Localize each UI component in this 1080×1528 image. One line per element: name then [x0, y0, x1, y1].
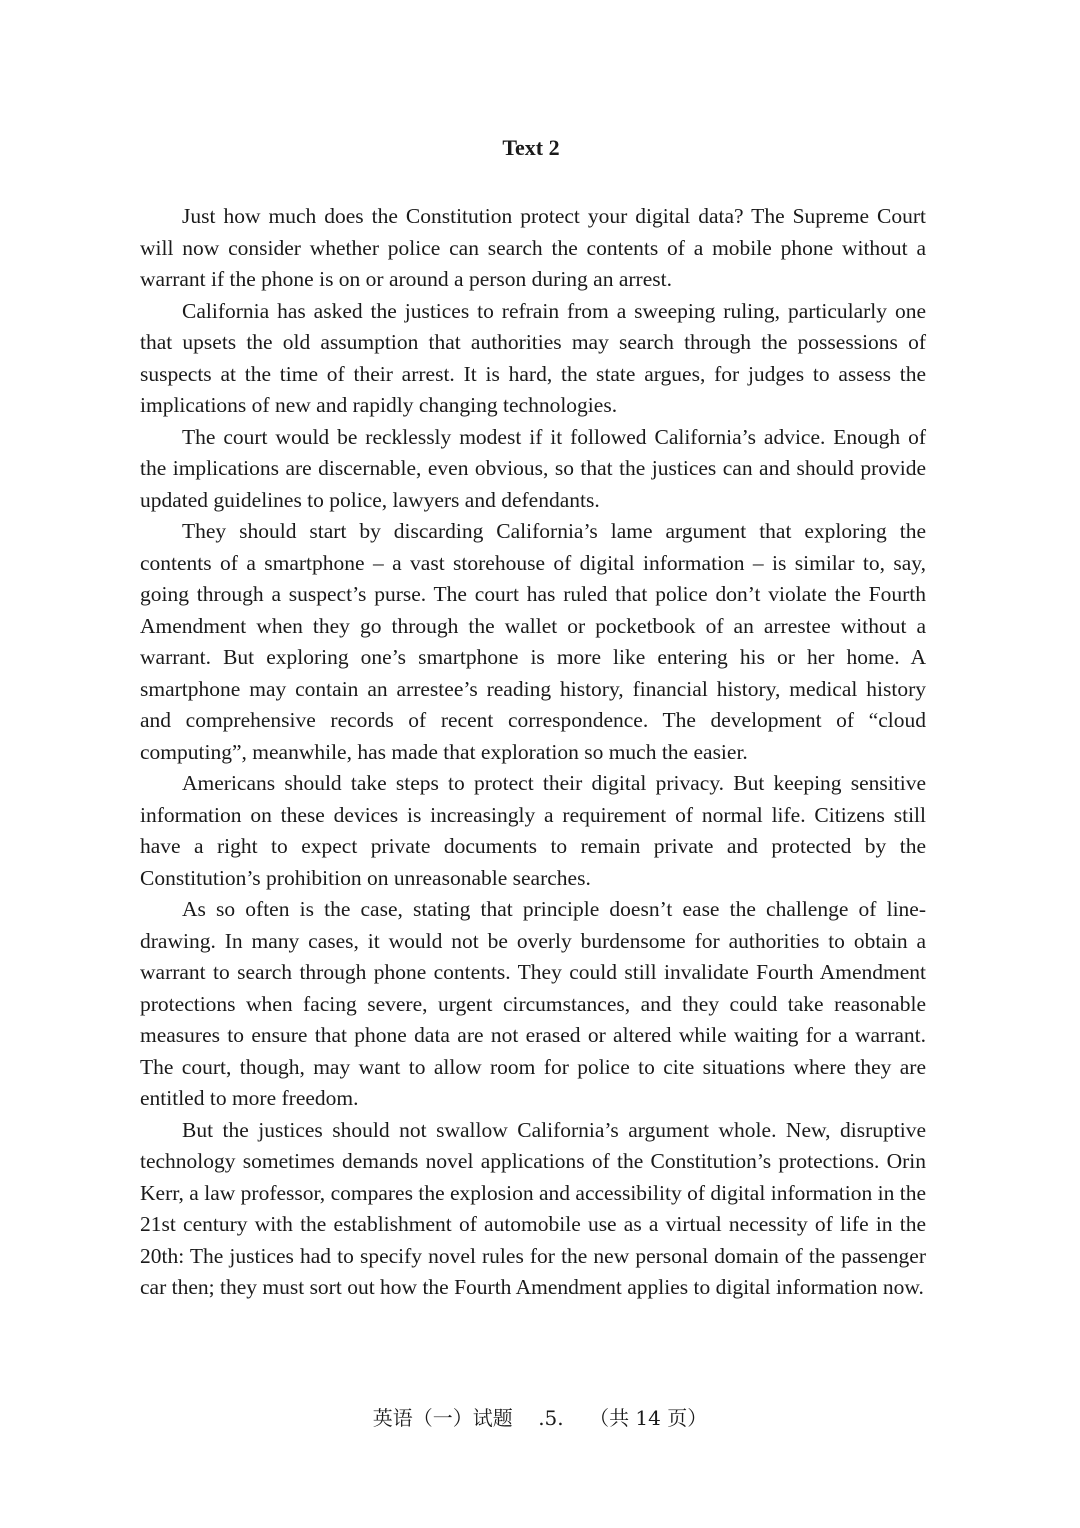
footer-page-number: .5. — [538, 1406, 564, 1430]
footer-total-pages: （共 14 页） — [589, 1406, 708, 1430]
passage-body — [140, 201, 926, 1304]
paragraph-3: The court would be recklessly modest if it followed California’s advice. Enough of the implications are discernable, even obvious, so that the justices can and should provide updated guidelines to police, lawyers and defendants. — [140, 424, 926, 512]
footer-exam-label: 英语（一）试题 — [372, 1406, 513, 1430]
page-footer — [0, 1404, 1080, 1432]
paragraph-1: Just how much does the Constitution protect your digital data? The Supreme Court will now consider whether police can search the contents of a mobile phone without a warrant if the phone is on or around a person during an arrest. — [140, 204, 926, 291]
paragraph-6: As so often is the case, stating that principle doesn’t ease the challenge of line-drawing. In many cases, it would not be overly burdensome for authorities to obtain a warrant to search through phone contents. They could still invalidate Fourth Amendment protections when facing severe, urgent circumstances, and they could take reasonable measures to ensure that phone data are not erased or altered while waiting for a warrant. The court, though, may want to allow room for police to cite situations where they are entitled to more freedom. — [140, 897, 926, 1110]
paragraph-4: They should start by discarding California’s lame argument that exploring the contents of a smartphone – a vast storehouse of digital information – is similar to, say, going through a suspect’s purse. The court has ruled that police don’t violate the Fourth Amendment when they go through the wallet or pocketbook of an arrestee without a warrant. But exploring one’s smartphone is more like entering his or her home. A smartphone may contain an arrestee’s reading history, financial history, medical history and comprehensive records of recent correspondence. The development of “cloud computing”, meanwhile, has made that exploration so much the easier. — [140, 519, 926, 764]
paragraph-7: But the justices should not swallow California’s argument whole. New, disruptive technology sometimes demands novel applications of the Constitution’s protections. Orin Kerr, a law professor, compares the explosion and accessibility of digital information in the 21st century with the establishment of automobile use as a virtual necessity of life in the 20th: The justices had to specify novel rules for the new personal domain of the passenger car then; they must sort out how the Fourth Amendment applies to digital information now. — [140, 1117, 926, 1299]
paragraph-2: California has asked the justices to refrain from a sweeping ruling, particularly one that upsets the old assumption that authorities may search through the possessions of suspects at the time of their arrest. It is hard, the state argues, for judges to assess the implications of new and rapidly changing technologies. — [140, 298, 926, 417]
passage-title: Text 2 — [502, 135, 560, 160]
paragraph-5: Americans should take steps to protect their digital privacy. But keeping sensitive information on these devices is increasingly a requirement of normal life. Citizens still have a right to expect private documents to remain private and protected by the Constitution’s prohibition on unreasonable searches. — [140, 771, 926, 890]
